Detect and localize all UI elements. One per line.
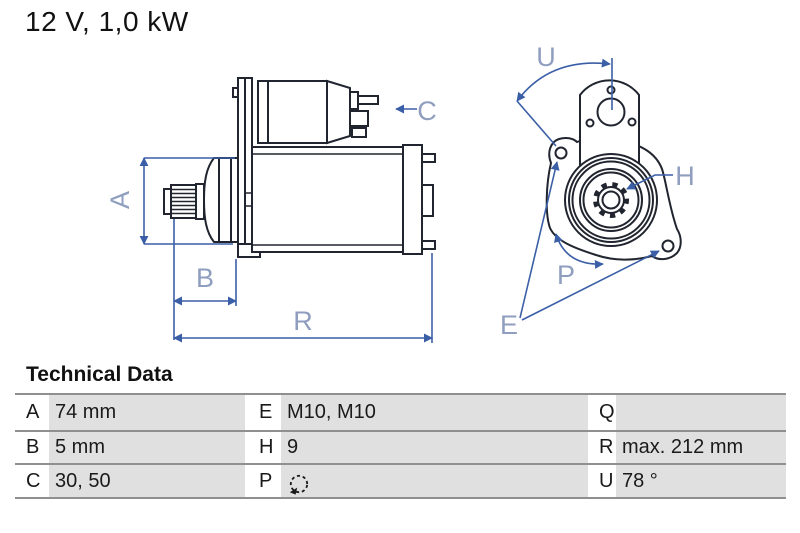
side-view [164,78,435,257]
motor-end-cap [403,145,422,254]
end-cap-boss [422,185,433,216]
end-cap-tab-top [422,154,435,162]
solenoid-terminal-stud [358,96,378,104]
front-view [547,80,681,259]
pinion-end-cap [164,189,171,214]
solenoid-taper [327,81,350,143]
dim-label-h: H [675,161,695,191]
flange-hole-bottom-right [663,241,674,252]
dim-label-r: R [293,306,313,336]
param-value-cell: 9 [281,432,588,463]
param-value-cell: 5 mm [49,432,245,463]
table-row [15,463,786,497]
param-key-cell: R [588,432,616,463]
param-value-cell [281,465,588,497]
technical-data-table [15,393,786,499]
solenoid-terminal-lower [352,128,366,137]
param-key-cell: C [15,465,49,497]
param-key-cell: P [245,465,281,497]
solenoid-terminal-block [350,111,368,126]
param-value-cell: 30, 50 [49,465,245,497]
param-value-cell: 74 mm [49,395,245,430]
dim-label-u: U [536,42,556,72]
table-row [15,430,786,463]
bracket-center-hole [598,99,625,126]
bracket-hole-top [608,87,615,94]
param-value-cell: M10, M10 [281,395,588,430]
pinion-teeth-lines [171,190,196,214]
param-key-cell: A [15,395,49,430]
dim-label-c: C [417,96,437,126]
param-key-cell: E [245,395,281,430]
bracket-hole-right [629,119,636,126]
drive-end-bell [204,158,238,242]
dim-e-leader-2 [522,251,659,320]
pinion-shaft-hole [603,192,620,209]
flange-hole-top-left [556,148,567,159]
param-key-cell: Q [588,395,616,430]
dim-label-p: P [556,260,576,290]
dim-label-e: E [499,310,519,340]
solenoid-terminal-nut [350,92,358,109]
param-value-cell: max. 212 mm [616,432,786,463]
dim-label-b: B [195,263,215,293]
param-value-cell [616,395,786,430]
dim-e-leader-1 [520,162,557,318]
bracket-hole-left [587,120,594,127]
param-key-cell: H [245,432,281,463]
technical-data-heading: Technical Data [26,363,173,386]
param-key-cell: B [15,432,49,463]
product-spec-title: 12 V, 1,0 kW [25,6,189,37]
table-row [15,393,786,430]
bracket-top-lug [233,88,238,97]
param-value-cell: 78 ° [616,465,786,497]
pinion-collar [196,184,204,219]
end-cap-tab-bottom [422,241,435,249]
rotation-direction-icon [287,472,311,496]
dim-label-a: A [105,190,135,210]
param-key-cell: U [588,465,616,497]
motor-body [252,147,403,252]
dim-u-diagonal-leg [517,101,556,146]
starter-motor-technical-drawing [0,40,800,360]
